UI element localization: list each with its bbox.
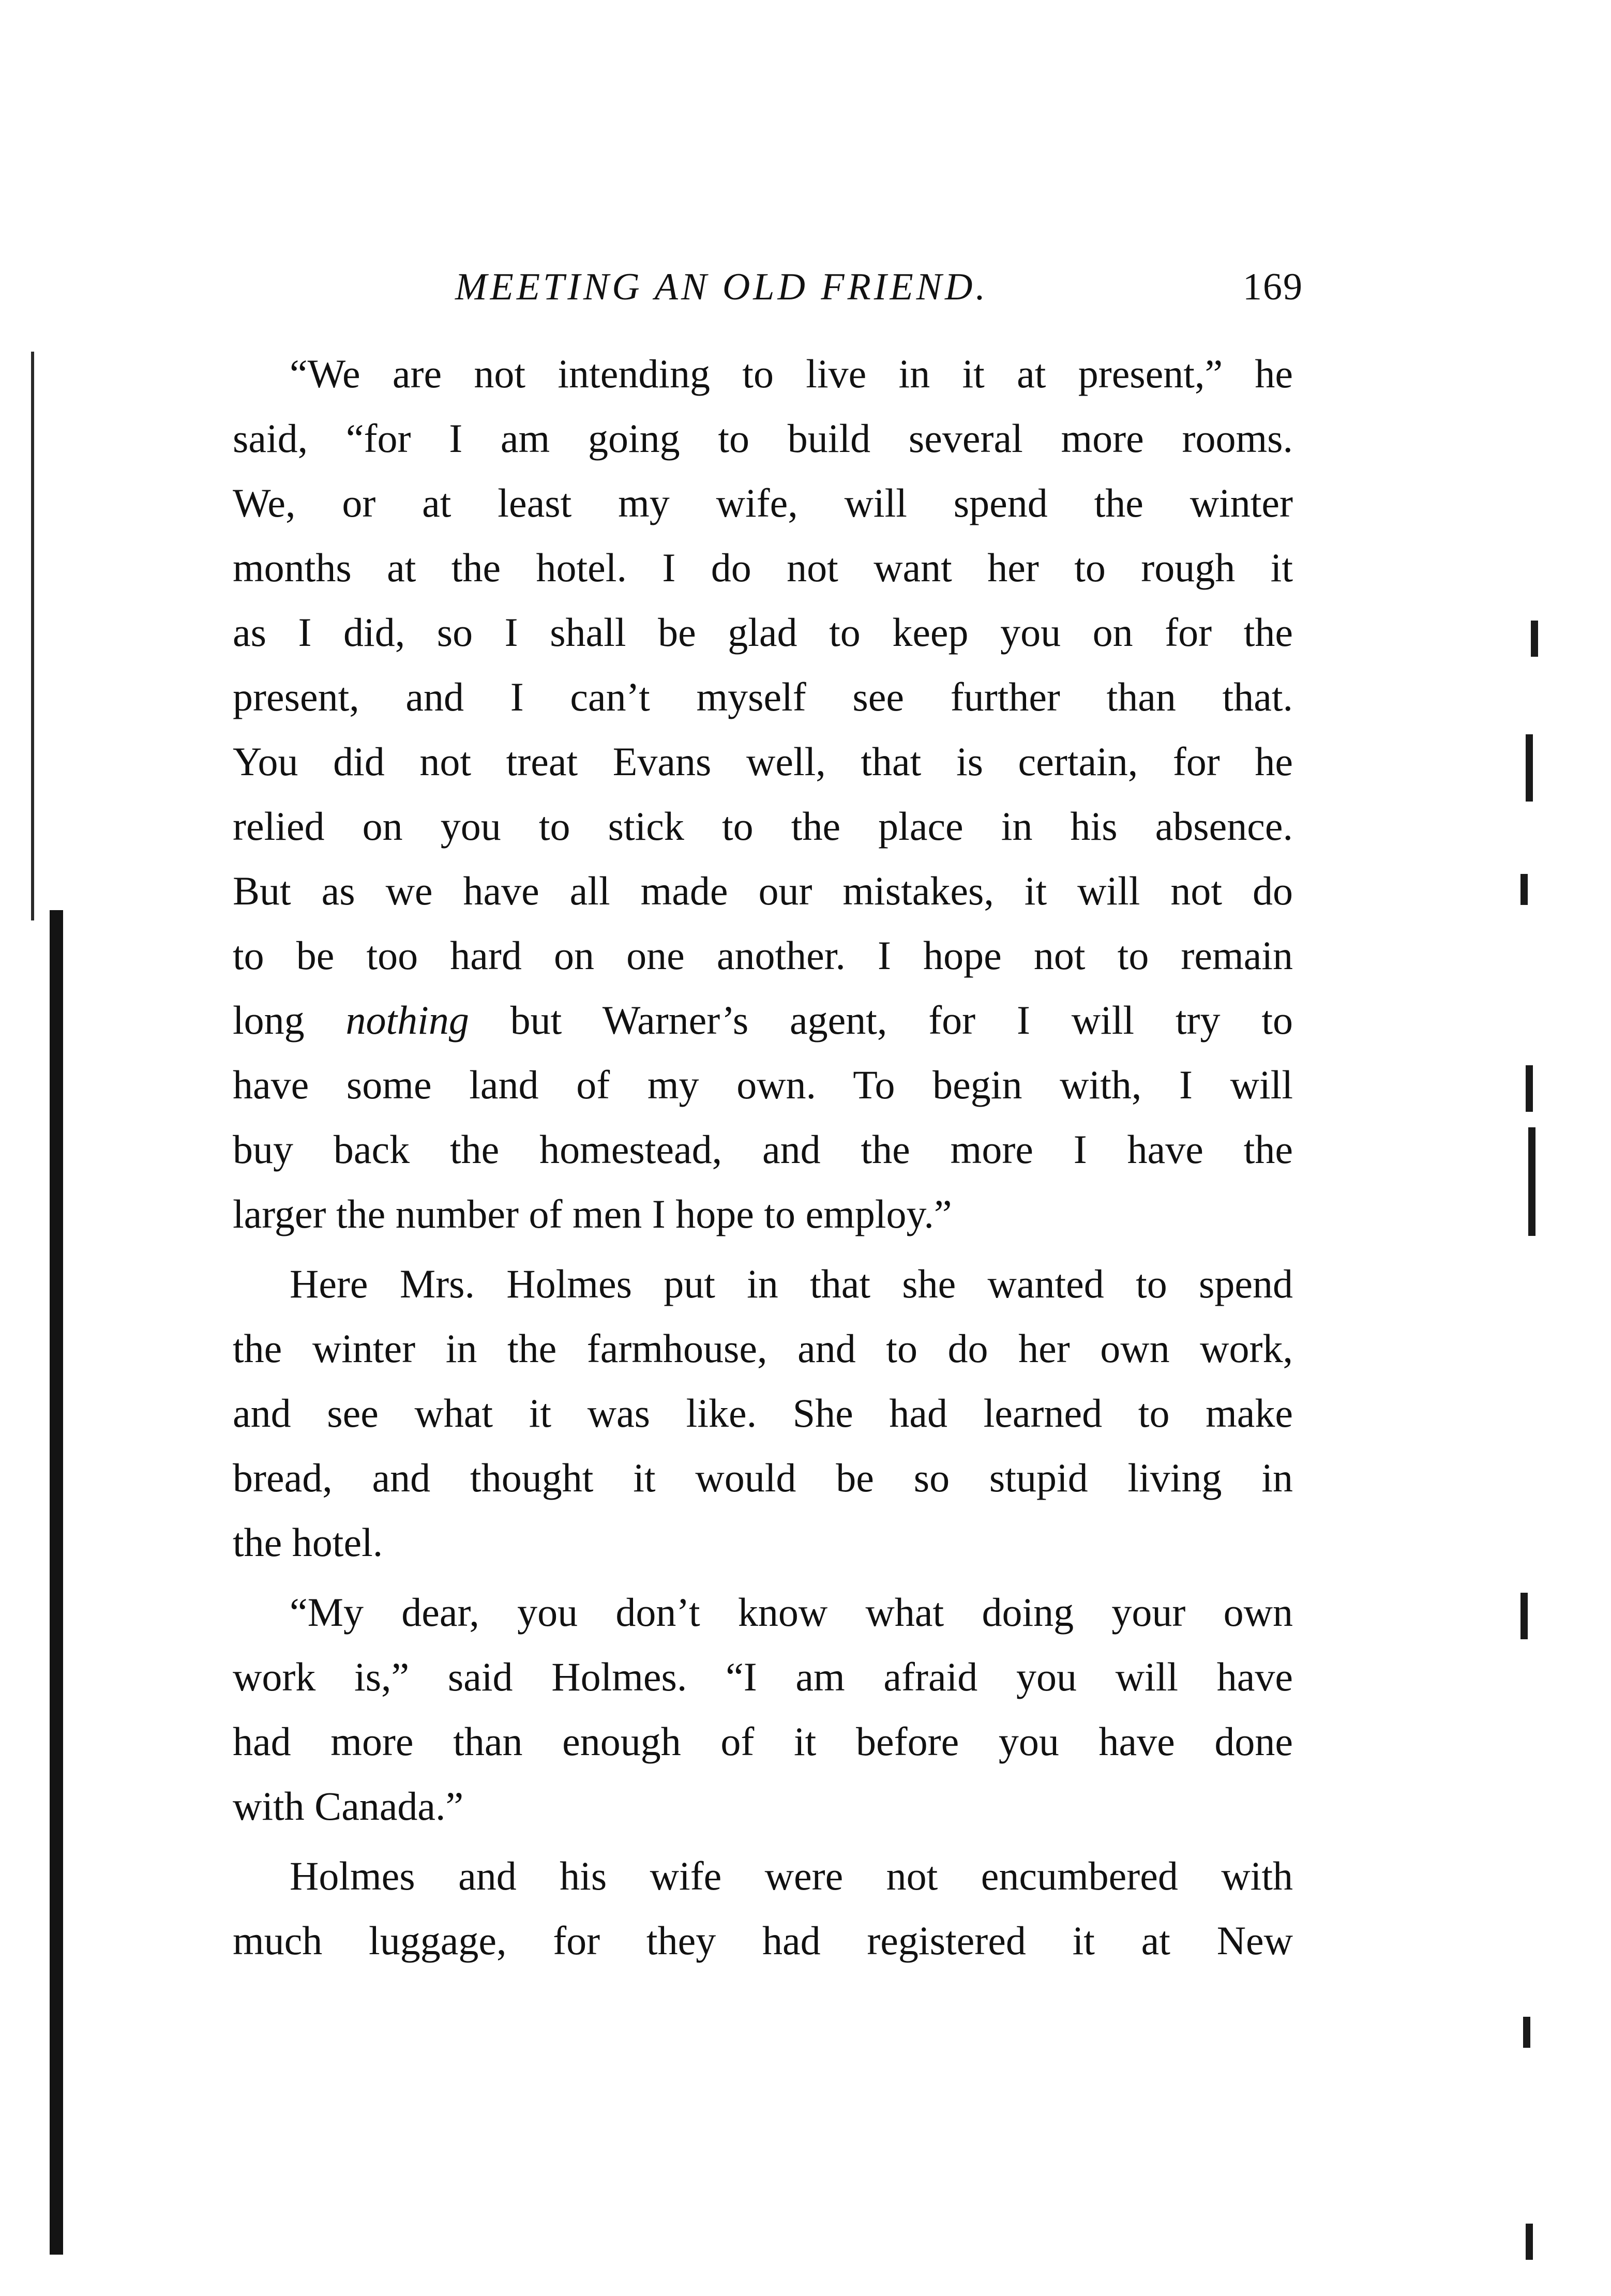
text-line: work is,” said Holmes. “I am afraid you will have [233,1654,1293,1699]
scan-speck [1520,874,1528,905]
text-line: “We are not intending to live in it at present,” he [290,351,1293,396]
scan-speck [1520,1593,1528,1639]
paragraph [233,1844,1293,1973]
text-line: much luggage, for they had registered it at New [233,1918,1293,1963]
text-line: with Canada.” [233,1784,464,1829]
italic-word: nothing [345,998,469,1043]
body-text [233,341,1293,1973]
text-line: the winter in the farmhouse, and to do her own work, [233,1326,1293,1371]
scan-speck [1526,2224,1533,2260]
text-line: relied on you to stick to the place in his absence. [233,804,1293,849]
binding-shadow [31,352,34,920]
scan-speck [1531,621,1538,657]
text-line [233,988,1293,1052]
text-line: and see what it was like. She had learned to make [233,1391,1293,1436]
scan-speck [1526,734,1533,802]
paragraph [233,1251,1293,1575]
text-line: said, “for I am going to build several more rooms. [233,416,1293,461]
text-line: bread, and thought it would be so stupid living in [233,1455,1293,1500]
text-segment: but Warner’s agent, for I will try to [469,998,1293,1043]
binding-edge [50,910,63,2255]
paragraph [233,341,1293,1246]
text-line: Holmes and his wife were not encumbered with [290,1853,1293,1898]
text-line: You did not treat Evans well, that is certain, for he [233,739,1293,784]
text-line: “My dear, you don’t know what doing your own [290,1590,1293,1635]
text-line: larger the number of men I hope to employ.” [233,1191,952,1236]
text-line: the hotel. [233,1520,383,1565]
text-line: But as we have all made our mistakes, it will not do [233,868,1293,913]
text-line: buy back the homestead, and the more I have the [233,1127,1293,1172]
text-line: months at the hotel. I do not want her to rough it [233,545,1293,590]
scan-speck [1526,1065,1533,1112]
text-line: present, and I can’t myself see further than that. [233,674,1293,719]
running-head-title: MEETING AN OLD FRIEND. [455,266,988,308]
text-line: had more than enough of it before you have done [233,1719,1293,1764]
text-line: as I did, so I shall be glad to keep you on for the [233,610,1293,655]
text-line: Here Mrs. Holmes put in that she wanted to spend [290,1261,1293,1306]
text-line: have some land of my own. To begin with, I will [233,1062,1293,1107]
scan-speck [1523,2017,1530,2048]
running-head [455,259,1303,315]
text-line: We, or at least my wife, will spend the winter [233,480,1293,525]
text-line: to be too hard on one another. I hope not to remain [233,933,1293,978]
page-number: 169 [1243,266,1303,308]
text-segment: long [233,998,346,1043]
scan-speck [1528,1127,1535,1236]
paragraph [233,1580,1293,1838]
